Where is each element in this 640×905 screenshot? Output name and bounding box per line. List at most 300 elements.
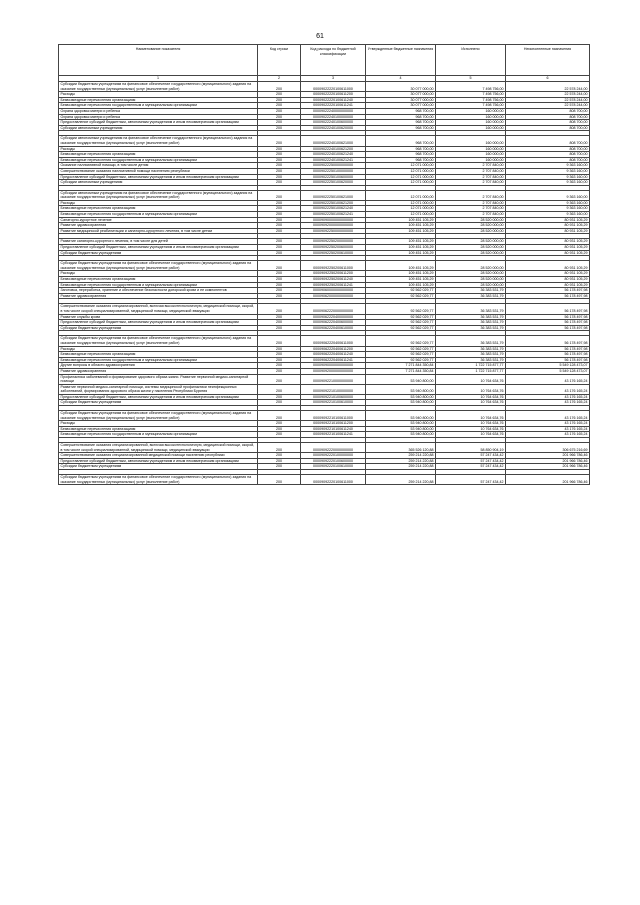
indicator-name-cell: Безвозмездные перечисления организациям bbox=[59, 152, 258, 158]
remaining-amount-cell: 43 176 165,24 bbox=[506, 374, 590, 384]
remaining-amount-cell: 56 178 497,98 bbox=[506, 314, 590, 320]
classification-code-cell: 00009092250000000000 bbox=[301, 228, 366, 234]
executed-amount-cell: 28 520 000,00 bbox=[436, 261, 506, 271]
indicator-name-cell: Расходы bbox=[59, 271, 258, 277]
table-row bbox=[59, 475, 590, 485]
remaining-amount-cell: 56 178 497,98 bbox=[506, 320, 590, 326]
approved-amount-cell: 109 451 105,29 bbox=[366, 250, 436, 256]
approved-amount-cell: 109 451 105,29 bbox=[366, 239, 436, 245]
classification-code-cell: 00009062000000000000 bbox=[301, 293, 366, 299]
line-code-cell: 200 bbox=[258, 282, 301, 288]
approved-amount-cell: 968 700,00 bbox=[366, 114, 436, 120]
classification-code-cell: 00009022240100621200 bbox=[301, 146, 366, 152]
remaining-amount-cell: 9 363 160,00 bbox=[506, 212, 590, 218]
remaining-amount-cell: 80 931 105,29 bbox=[506, 261, 590, 271]
approved-amount-cell: 30 077 000,00 bbox=[366, 103, 436, 109]
indicator-name-cell: Субсидии автономным учреждениям bbox=[59, 180, 258, 186]
indicator-name-cell: Расходы bbox=[59, 200, 258, 206]
classification-code-cell: 00009092210100610000 bbox=[301, 400, 366, 406]
classification-code-cell: 00009062220400611200 bbox=[301, 346, 366, 352]
line-code-cell: 200 bbox=[258, 426, 301, 432]
indicator-name-cell: Развитие здравоохранения bbox=[59, 223, 258, 229]
indicator-name-cell: Развитие медицинской реабилитации и санаторно-курортного лечения, в том числе детям bbox=[59, 228, 258, 234]
line-code-cell: 200 bbox=[258, 97, 301, 103]
header-indicator-name: Наименование показателя bbox=[59, 45, 258, 76]
line-code-cell: 200 bbox=[258, 304, 301, 314]
classification-code-cell: 00009022250100620000 bbox=[301, 180, 366, 186]
classification-code-cell: 00009092210100600000 bbox=[301, 394, 366, 400]
classification-code-cell: 00009062220400611240 bbox=[301, 352, 366, 358]
classification-code-cell: 00009092250200611200 bbox=[301, 271, 366, 277]
executed-amount-cell: 36 383 531,79 bbox=[436, 304, 506, 314]
remaining-amount-cell: 808 700,00 bbox=[506, 152, 590, 158]
remaining-amount-cell: 80 931 105,29 bbox=[506, 228, 590, 234]
executed-amount-cell: 10 764 634,76 bbox=[436, 374, 506, 384]
indicator-name-cell: Совершенствование оказания специализированной, включая высокотехнологичную, медицинской помощи, скорой, в том числе скорой специализированной, медицинской помощи, медицинской эвакуации bbox=[59, 443, 258, 453]
classification-code-cell: 00009060000000000000 bbox=[301, 288, 366, 294]
line-code-cell: 200 bbox=[258, 114, 301, 120]
classification-code-cell: 00009022240100600000 bbox=[301, 120, 366, 126]
approved-amount-cell: 30 077 000,00 bbox=[366, 92, 436, 98]
approved-amount-cell: 968 700,00 bbox=[366, 136, 436, 146]
indicator-name-cell: Профилактика заболеваний и формирование здорового образа жизни. Развитие первичной медико-санитарной помощи bbox=[59, 374, 258, 384]
indicator-name-cell: Санаторно-курортное лечение bbox=[59, 217, 258, 223]
column-number: 3 bbox=[301, 76, 366, 82]
classification-code-cell: 00009022240100621000 bbox=[301, 136, 366, 146]
remaining-amount-cell: 56 178 497,98 bbox=[506, 352, 590, 358]
approved-amount-cell: 92 562 029,77 bbox=[366, 325, 436, 331]
indicator-name-cell: Субсидии бюджетным учреждениям bbox=[59, 400, 258, 406]
indicator-name-cell: Другие вопросы в области здравоохранения bbox=[59, 363, 258, 369]
line-code-cell: 200 bbox=[258, 453, 301, 459]
approved-amount-cell: 53 940 800,00 bbox=[366, 394, 436, 400]
approved-amount-cell: 92 562 029,77 bbox=[366, 346, 436, 352]
approved-amount-cell: 7 271 844 350,84 bbox=[366, 363, 436, 369]
table-row bbox=[59, 384, 590, 394]
indicator-name-cell: Предоставление субсидий бюджетным, автономным учреждениям и иным некоммерческим организациям bbox=[59, 245, 258, 251]
remaining-amount-cell: 56 178 497,98 bbox=[506, 357, 590, 363]
remaining-amount-cell: 56 178 497,98 bbox=[506, 293, 590, 299]
line-code-cell: 200 bbox=[258, 92, 301, 98]
approved-amount-cell: 12 071 000,00 bbox=[366, 163, 436, 169]
approved-amount-cell: 109 451 105,29 bbox=[366, 223, 436, 229]
classification-code-cell: 00009062220000000000 bbox=[301, 304, 366, 314]
table-row bbox=[59, 82, 590, 92]
classification-code-cell: 00009022250100621200 bbox=[301, 200, 366, 206]
indicator-name-cell: Безвозмездные перечисления государственным и муниципальным организациям bbox=[59, 103, 258, 109]
executed-amount-cell: 28 520 000,00 bbox=[436, 217, 506, 223]
classification-code-cell: 00009022250100621240 bbox=[301, 206, 366, 212]
classification-code-cell: 00009062220400611241 bbox=[301, 357, 366, 363]
indicator-name-cell: Субсидии бюджетным учреждениям bbox=[59, 325, 258, 331]
line-code-cell: 200 bbox=[258, 163, 301, 169]
remaining-amount-cell: 9 363 160,00 bbox=[506, 168, 590, 174]
approved-amount-cell: 968 700,00 bbox=[366, 125, 436, 131]
remaining-amount-cell: 43 176 165,24 bbox=[506, 394, 590, 400]
remaining-amount-cell: 201 966 786,46 bbox=[506, 458, 590, 464]
executed-amount-cell: 36 383 531,79 bbox=[436, 346, 506, 352]
executed-amount-cell: 160 000,00 bbox=[436, 152, 506, 158]
header-line-code: Код строки bbox=[258, 45, 301, 76]
approved-amount-cell: 92 562 029,77 bbox=[366, 314, 436, 320]
line-code-cell: 200 bbox=[258, 475, 301, 485]
indicator-name-cell: Безвозмездные перечисления организациям bbox=[59, 97, 258, 103]
indicator-name-cell: Оказание паллиативной помощи, в том числе детям bbox=[59, 163, 258, 169]
indicator-name-cell: Субсидии бюджетным учреждениям на финансовое обеспечение государственного (муниципального) задания на оказание государственных (муниципальных) услуг (выполнение работ) bbox=[59, 475, 258, 485]
table-row bbox=[59, 190, 590, 200]
classification-code-cell: 00009062220400610000 bbox=[301, 325, 366, 331]
classification-code-cell: 00009092250200600000 bbox=[301, 245, 366, 251]
line-code-cell: 200 bbox=[258, 346, 301, 352]
remaining-amount-cell: 808 700,00 bbox=[506, 114, 590, 120]
table-row bbox=[59, 336, 590, 346]
approved-amount-cell: 109 451 105,29 bbox=[366, 277, 436, 283]
remaining-amount-cell: 808 700,00 bbox=[506, 157, 590, 163]
approved-amount-cell: 92 562 029,77 bbox=[366, 352, 436, 358]
remaining-amount-cell: 80 931 105,29 bbox=[506, 277, 590, 283]
remaining-amount-cell: 56 178 497,98 bbox=[506, 325, 590, 331]
line-code-cell: 200 bbox=[258, 125, 301, 131]
classification-code-cell: 00009062220400611000 bbox=[301, 336, 366, 346]
approved-amount-cell: 109 451 105,29 bbox=[366, 217, 436, 223]
remaining-amount-cell: 201 966 786,46 bbox=[506, 453, 590, 459]
classification-code-cell: 00009092220100611000 bbox=[301, 475, 366, 485]
remaining-amount-cell: 9 363 160,00 bbox=[506, 174, 590, 180]
executed-amount-cell: 7 498 756,00 bbox=[436, 82, 506, 92]
indicator-name-cell: Субсидии бюджетным учреждениям на финансовое обеспечение государственного (муниципального) задания на оказание государственных (муниципальных) услуг (выполнение работ) bbox=[59, 82, 258, 92]
indicator-name-cell: Развитие службы крови bbox=[59, 314, 258, 320]
approved-amount-cell: 12 071 000,00 bbox=[366, 190, 436, 200]
header-approved: Утвержденные бюджетные назначения bbox=[366, 45, 436, 76]
line-code-cell: 200 bbox=[258, 464, 301, 470]
remaining-amount-cell: 56 178 497,98 bbox=[506, 288, 590, 294]
approved-amount-cell: 30 077 000,00 bbox=[366, 97, 436, 103]
executed-amount-cell: 10 764 634,76 bbox=[436, 421, 506, 427]
executed-amount-cell: 2 707 840,00 bbox=[436, 190, 506, 200]
executed-amount-cell: 57 247 434,42 bbox=[436, 475, 506, 485]
remaining-amount-cell: 9 363 160,00 bbox=[506, 200, 590, 206]
approved-amount-cell: 92 562 029,77 bbox=[366, 336, 436, 346]
indicator-name-cell: Развитие здравоохранения bbox=[59, 368, 258, 374]
executed-amount-cell: 10 764 634,76 bbox=[436, 432, 506, 438]
line-code-cell: 200 bbox=[258, 458, 301, 464]
executed-amount-cell: 2 707 840,00 bbox=[436, 212, 506, 218]
classification-code-cell: 00009022240100621240 bbox=[301, 152, 366, 158]
line-code-cell: 200 bbox=[258, 288, 301, 294]
line-code-cell: 200 bbox=[258, 394, 301, 400]
executed-amount-cell: 160 000,00 bbox=[436, 120, 506, 126]
indicator-name-cell: Безвозмездные перечисления государственным и муниципальным организациям bbox=[59, 157, 258, 163]
indicator-name-cell: Совершенствование оказания паллиативной помощи населению республики bbox=[59, 168, 258, 174]
line-code-cell: 200 bbox=[258, 250, 301, 256]
executed-amount-cell: 36 383 531,79 bbox=[436, 293, 506, 299]
indicator-name-cell: Субсидии автономным учреждениям на финансовое обеспечение государственного (муниципального) задания на оказание государственных (муниципальных) услуг (выполнение работ) bbox=[59, 190, 258, 200]
executed-amount-cell: 28 520 000,00 bbox=[436, 223, 506, 229]
line-code-cell: 200 bbox=[258, 152, 301, 158]
line-code-cell: 200 bbox=[258, 217, 301, 223]
indicator-name-cell: Предоставление субсидий бюджетным, автономным учреждениям и иным некоммерческим организациям bbox=[59, 394, 258, 400]
classification-code-cell: 00009022240100621241 bbox=[301, 157, 366, 163]
approved-amount-cell: 92 562 029,77 bbox=[366, 293, 436, 299]
line-code-cell: 200 bbox=[258, 363, 301, 369]
executed-amount-cell: 28 520 000,00 bbox=[436, 250, 506, 256]
header-remaining: Неисполненные назначения bbox=[506, 45, 590, 76]
classification-code-cell: 00009092220100000000 bbox=[301, 453, 366, 459]
classification-code-cell: 00009092250200611000 bbox=[301, 261, 366, 271]
classification-code-cell: 00009092220100600000 bbox=[301, 458, 366, 464]
classification-code-cell: 00009022240100620000 bbox=[301, 125, 366, 131]
classification-code-cell: 00009022220100611240 bbox=[301, 97, 366, 103]
line-code-cell: 200 bbox=[258, 368, 301, 374]
line-code-cell: 200 bbox=[258, 421, 301, 427]
approved-amount-cell: 259 214 220,88 bbox=[366, 453, 436, 459]
classification-code-cell: 00009022250100600000 bbox=[301, 174, 366, 180]
indicator-name-cell: Безвозмездные перечисления государственным и муниципальным организациям bbox=[59, 432, 258, 438]
indicator-name-cell: Совершенствование оказания специализированной, включая высокотехнологичную, медицинской помощи, скорой, в том числе скорой специализированной, медицинской помощи, медицинской эвакуации bbox=[59, 304, 258, 314]
executed-amount-cell: 57 247 434,42 bbox=[436, 453, 506, 459]
classification-code-cell: 00009022220100611000 bbox=[301, 82, 366, 92]
remaining-amount-cell: 5 549 128 473,07 bbox=[506, 368, 590, 374]
executed-amount-cell: 7 498 756,00 bbox=[436, 97, 506, 103]
approved-amount-cell: 109 451 105,29 bbox=[366, 282, 436, 288]
indicator-name-cell: Предоставление субсидий бюджетным, автономным учреждениям и иным некоммерческим организациям bbox=[59, 174, 258, 180]
column-number: 5 bbox=[436, 76, 506, 82]
indicator-name-cell: Субсидии бюджетным учреждениям на финансовое обеспечение государственного (муниципального) задания на оказание государственных (муниципальных) услуг (выполнение работ) bbox=[59, 411, 258, 421]
classification-code-cell: 00009092210100611200 bbox=[301, 421, 366, 427]
executed-amount-cell: 1 722 715 877,77 bbox=[436, 363, 506, 369]
executed-amount-cell: 36 383 531,79 bbox=[436, 320, 506, 326]
line-code-cell: 200 bbox=[258, 245, 301, 251]
approved-amount-cell: 53 940 800,00 bbox=[366, 374, 436, 384]
approved-amount-cell: 12 071 000,00 bbox=[366, 174, 436, 180]
executed-amount-cell: 10 764 634,76 bbox=[436, 384, 506, 394]
remaining-amount-cell: 808 700,00 bbox=[506, 108, 590, 114]
line-code-cell: 200 bbox=[258, 108, 301, 114]
classification-code-cell: 00009092220100610000 bbox=[301, 464, 366, 470]
indicator-name-cell: Развитие здравоохранения bbox=[59, 293, 258, 299]
line-code-cell: 200 bbox=[258, 293, 301, 299]
line-code-cell: 200 bbox=[258, 320, 301, 326]
executed-amount-cell: 36 383 531,79 bbox=[436, 352, 506, 358]
remaining-amount-cell: 808 700,00 bbox=[506, 136, 590, 146]
approved-amount-cell: 109 451 105,29 bbox=[366, 271, 436, 277]
line-code-cell: 200 bbox=[258, 384, 301, 394]
classification-code-cell: 00009092000000000000 bbox=[301, 223, 366, 229]
remaining-amount-cell: 56 178 497,98 bbox=[506, 336, 590, 346]
line-code-cell: 200 bbox=[258, 174, 301, 180]
table-row bbox=[59, 136, 590, 146]
classification-code-cell: 00009090000000000000 bbox=[301, 363, 366, 369]
executed-amount-cell: 57 247 434,42 bbox=[436, 458, 506, 464]
remaining-amount-cell: 80 931 105,29 bbox=[506, 282, 590, 288]
indicator-name-cell: Развитие санаторно-курортного лечения, в том числе для детей bbox=[59, 239, 258, 245]
remaining-amount-cell: 9 363 160,00 bbox=[506, 190, 590, 200]
classification-code-cell: 00009092250200611241 bbox=[301, 282, 366, 288]
remaining-amount-cell: 56 178 497,98 bbox=[506, 304, 590, 314]
column-number: 6 bbox=[506, 76, 590, 82]
classification-code-cell: 00009022250100000000 bbox=[301, 168, 366, 174]
remaining-amount-cell: 808 700,00 bbox=[506, 125, 590, 131]
executed-amount-cell: 160 000,00 bbox=[436, 125, 506, 131]
executed-amount-cell: 28 520 000,00 bbox=[436, 239, 506, 245]
line-code-cell: 200 bbox=[258, 180, 301, 186]
indicator-name-cell: Субсидии бюджетным учреждениям на финансовое обеспечение государственного (муниципального) задания на оказание государственных (муниципальных) услуг (выполнение работ) bbox=[59, 261, 258, 271]
executed-amount-cell: 10 764 634,76 bbox=[436, 400, 506, 406]
remaining-amount-cell: 80 931 105,29 bbox=[506, 250, 590, 256]
remaining-amount-cell: 22 578 244,00 bbox=[506, 97, 590, 103]
indicator-name-cell: Субсидии бюджетным учреждениям на финансовое обеспечение государственного (муниципального) задания на оказание государственных (муниципальных) услуг (выполнение работ) bbox=[59, 336, 258, 346]
approved-amount-cell: 53 940 800,00 bbox=[366, 432, 436, 438]
approved-amount-cell: 968 700,00 bbox=[366, 108, 436, 114]
indicator-name-cell: Безвозмездные перечисления государственным и муниципальным организациям bbox=[59, 282, 258, 288]
approved-amount-cell: 259 214 220,88 bbox=[366, 475, 436, 485]
executed-amount-cell: 2 707 840,00 bbox=[436, 174, 506, 180]
line-code-cell: 200 bbox=[258, 146, 301, 152]
budget-execution-table bbox=[58, 44, 590, 485]
remaining-amount-cell: 808 700,00 bbox=[506, 146, 590, 152]
remaining-amount-cell: 22 578 244,00 bbox=[506, 82, 590, 92]
approved-amount-cell: 259 214 220,88 bbox=[366, 464, 436, 470]
executed-amount-cell: 57 247 434,42 bbox=[436, 464, 506, 470]
line-code-cell: 200 bbox=[258, 261, 301, 271]
line-code-cell: 200 bbox=[258, 103, 301, 109]
remaining-amount-cell: 43 176 165,24 bbox=[506, 421, 590, 427]
indicator-name-cell: Безвозмездные перечисления государственным и муниципальным организациям bbox=[59, 357, 258, 363]
classification-code-cell: 00009062220400000000 bbox=[301, 314, 366, 320]
line-code-cell: 200 bbox=[258, 200, 301, 206]
line-code-cell: 200 bbox=[258, 157, 301, 163]
line-code-cell: 200 bbox=[258, 212, 301, 218]
page-number: 61 bbox=[316, 33, 324, 40]
executed-amount-cell: 36 383 531,79 bbox=[436, 314, 506, 320]
remaining-amount-cell: 306 675 216,69 bbox=[506, 443, 590, 453]
approved-amount-cell: 968 700,00 bbox=[366, 146, 436, 152]
indicator-name-cell: Расходы bbox=[59, 346, 258, 352]
approved-amount-cell: 259 214 220,88 bbox=[366, 458, 436, 464]
executed-amount-cell: 1 722 715 877,77 bbox=[436, 368, 506, 374]
line-code-cell: 200 bbox=[258, 82, 301, 92]
indicator-name-cell: Субсидии бюджетным учреждениям bbox=[59, 464, 258, 470]
classification-code-cell: 00009092250200000000 bbox=[301, 239, 366, 245]
line-code-cell: 200 bbox=[258, 206, 301, 212]
indicator-name-cell: Расходы bbox=[59, 421, 258, 427]
approved-amount-cell: 92 562 029,77 bbox=[366, 320, 436, 326]
remaining-amount-cell: 22 578 244,00 bbox=[506, 103, 590, 109]
table-row bbox=[59, 411, 590, 421]
approved-amount-cell: 92 562 029,77 bbox=[366, 304, 436, 314]
executed-amount-cell: 160 000,00 bbox=[436, 157, 506, 163]
indicator-name-cell: Предоставление субсидий бюджетным, автономным учреждениям и иным некоммерческим организациям bbox=[59, 320, 258, 326]
executed-amount-cell: 160 000,00 bbox=[436, 108, 506, 114]
approved-amount-cell: 53 940 800,00 bbox=[366, 400, 436, 406]
approved-amount-cell: 7 271 844 350,84 bbox=[366, 368, 436, 374]
indicator-name-cell: Заготовка, переработка, хранение и обеспечение безопасности донорской крови и ее компонентов bbox=[59, 288, 258, 294]
remaining-amount-cell: 22 578 244,00 bbox=[506, 92, 590, 98]
approved-amount-cell: 53 940 800,00 bbox=[366, 384, 436, 394]
approved-amount-cell: 968 700,00 bbox=[366, 157, 436, 163]
line-code-cell: 200 bbox=[258, 228, 301, 234]
remaining-amount-cell: 80 931 105,29 bbox=[506, 245, 590, 251]
approved-amount-cell: 968 700,00 bbox=[366, 152, 436, 158]
remaining-amount-cell: 43 176 165,24 bbox=[506, 426, 590, 432]
executed-amount-cell: 2 707 840,00 bbox=[436, 206, 506, 212]
approved-amount-cell: 109 451 105,29 bbox=[366, 228, 436, 234]
classification-code-cell: 00009022220100611241 bbox=[301, 103, 366, 109]
executed-amount-cell: 28 520 000,00 bbox=[436, 282, 506, 288]
remaining-amount-cell: 201 966 786,46 bbox=[506, 475, 590, 485]
executed-amount-cell: 10 764 634,76 bbox=[436, 411, 506, 421]
approved-amount-cell: 53 940 800,00 bbox=[366, 426, 436, 432]
indicator-name-cell: Субсидии автономным учреждениям на финансовое обеспечение государственного (муниципального) задания на оказание государственных (муниципальных) услуг (выполнение работ) bbox=[59, 136, 258, 146]
executed-amount-cell: 160 000,00 bbox=[436, 136, 506, 146]
indicator-name-cell: Охрана здоровья матери и ребенка bbox=[59, 114, 258, 120]
approved-amount-cell: 53 940 800,00 bbox=[366, 411, 436, 421]
approved-amount-cell: 109 451 105,29 bbox=[366, 261, 436, 271]
line-code-cell: 200 bbox=[258, 400, 301, 406]
indicator-name-cell: Предоставление субсидий бюджетным, автономным учреждениям и иным некоммерческим организациям bbox=[59, 458, 258, 464]
executed-amount-cell: 10 764 634,76 bbox=[436, 394, 506, 400]
table-body bbox=[59, 82, 590, 485]
remaining-amount-cell: 80 931 105,29 bbox=[506, 217, 590, 223]
classification-code-cell: 00009092210100611241 bbox=[301, 432, 366, 438]
classification-code-cell: 00009062220400600000 bbox=[301, 320, 366, 326]
classification-code-cell: 00009092210100000000 bbox=[301, 384, 366, 394]
executed-amount-cell: 7 498 756,00 bbox=[436, 103, 506, 109]
line-code-cell: 200 bbox=[258, 325, 301, 331]
executed-amount-cell: 7 498 756,00 bbox=[436, 92, 506, 98]
approved-amount-cell: 92 562 029,77 bbox=[366, 288, 436, 294]
approved-amount-cell: 12 071 000,00 bbox=[366, 212, 436, 218]
table-row bbox=[59, 304, 590, 314]
line-code-cell: 200 bbox=[258, 190, 301, 200]
indicator-name-cell: Развитие первичной медико-санитарной помощи, системы медицинской профилактики неинфекционных заболеваний, формирования здорового образа жизни у населения Республики Бурятия bbox=[59, 384, 258, 394]
classification-code-cell: 00009022220100611200 bbox=[301, 92, 366, 98]
line-code-cell: 200 bbox=[258, 443, 301, 453]
indicator-name-cell: Безвозмездные перечисления организациям bbox=[59, 426, 258, 432]
column-number: 1 bbox=[59, 76, 258, 82]
remaining-amount-cell: 201 966 786,46 bbox=[506, 464, 590, 470]
executed-amount-cell: 2 707 840,00 bbox=[436, 180, 506, 186]
line-code-cell: 200 bbox=[258, 168, 301, 174]
classification-code-cell: 00009022250000000000 bbox=[301, 163, 366, 169]
executed-amount-cell: 160 000,00 bbox=[436, 114, 506, 120]
approved-amount-cell: 109 451 105,29 bbox=[366, 245, 436, 251]
approved-amount-cell: 968 700,00 bbox=[366, 120, 436, 126]
line-code-cell: 200 bbox=[258, 239, 301, 245]
table-row bbox=[59, 261, 590, 271]
approved-amount-cell: 12 071 000,00 bbox=[366, 200, 436, 206]
remaining-amount-cell: 43 176 165,24 bbox=[506, 384, 590, 394]
remaining-amount-cell: 80 931 105,29 bbox=[506, 271, 590, 277]
executed-amount-cell: 2 707 840,00 bbox=[436, 168, 506, 174]
line-code-cell: 200 bbox=[258, 271, 301, 277]
approved-amount-cell: 30 077 000,00 bbox=[366, 82, 436, 92]
remaining-amount-cell: 43 176 165,24 bbox=[506, 400, 590, 406]
indicator-name-cell: Субсидии автономным учреждениям bbox=[59, 125, 258, 131]
remaining-amount-cell: 9 363 160,00 bbox=[506, 180, 590, 186]
remaining-amount-cell: 808 700,00 bbox=[506, 120, 590, 126]
executed-amount-cell: 28 520 000,00 bbox=[436, 228, 506, 234]
indicator-name-cell: Предоставление субсидий бюджетным, автономным учреждениям и иным некоммерческим организациям bbox=[59, 120, 258, 126]
line-code-cell: 200 bbox=[258, 314, 301, 320]
remaining-amount-cell: 56 178 497,98 bbox=[506, 346, 590, 352]
remaining-amount-cell: 43 176 165,24 bbox=[506, 432, 590, 438]
indicator-name-cell: Расходы bbox=[59, 146, 258, 152]
executed-amount-cell: 36 383 531,79 bbox=[436, 336, 506, 346]
executed-amount-cell: 28 520 000,00 bbox=[436, 245, 506, 251]
line-code-cell: 200 bbox=[258, 336, 301, 346]
executed-amount-cell: 36 383 531,79 bbox=[436, 357, 506, 363]
